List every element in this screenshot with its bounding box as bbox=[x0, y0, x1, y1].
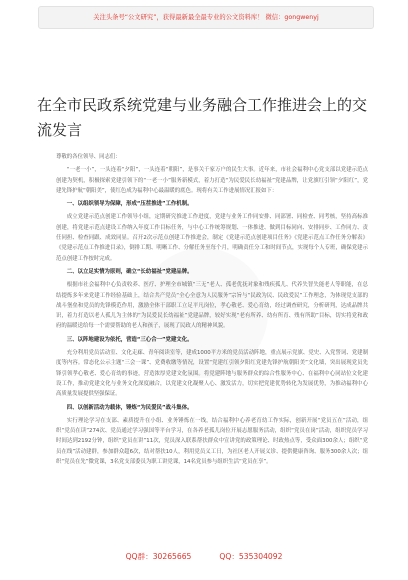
qq-group-contact: QQ群：30265665 bbox=[125, 552, 192, 561]
section-heading-4: 四、以创新活动为载体，锤炼“为民爱民”战斗集体。 bbox=[66, 404, 193, 411]
qq-contact: QQ：535304092 bbox=[219, 552, 283, 561]
promo-banner[interactable]: 关注头条号“公文研究”，获得最新最全最专业的公文资料库！ 微信：gongwenyj bbox=[38, 6, 374, 29]
intro-paragraph: “一老一小”，一头连着“夕阳”，一头连着“朝阳”，是事关千家万户的民生大事。近年来，市社会福利中心党支部以党建示范点创建为契机，积极探索党建引领下的“一老一小”服务新模式，着力打造“为民爱民长幼福祉”党建品牌，让党旗红引领“夕阳红”，党建先锋护航“朝阳美”，使红色成为福利中心最温暖的底色。现将有关工作进展情况汇报如下： bbox=[56, 167, 368, 194]
section-body-2: 根据市社会福利中心负责收养、医疗、护理全市城镇“三无”老人、孤老优抚对象和残疾孤儿、代养失智失能老人等职能，在总结提炼多年来党建工作经验基础上，结合共产党员“全心全意为人民服务”宗旨与“民政为民、民政爱民”工作理念，为体现党支部的战斗堡垒和党员的先锋模范作用，激励全体干部职工立足平凡岗位，孝心敬老、爱心育幼，经过调查研究，分析研判，达成品牌共识，着力打造以老人孤儿为主体的“为民爱民长幼福祉”党建品牌，较好实现“老有所养、幼有所育、残有所助”目标，切实将党和政府的温暖送给每一个需要帮助的老人和孩子，展现了民政人的精神风貌。 bbox=[56, 282, 368, 330]
section-body-3: 充分利用党员活动室、文化走廊、青年阅读室等，建成1000平方米的党员活动阵地，重点展示党旗、党史、入党誓词、党建制度等内容。常态化公示主题“三会一课”、党费收缴等情况，设置“党建红引领夕阳红党建先锋护航朝阳美”文化墙，突出展现党员先锋引领孝心敬老、爱心育幼的事迹，营造浓厚党建文化氛围。将党建阵地与服务群众的综合性服务中心、在福利中心同站位文化建设工作，推动党建文化与业务文化深度融合，以党建文化凝聚人心、激发活力，切实把党建优势转化为发展优势，为推动福利中心高质量发展提供坚强保证。 bbox=[56, 350, 368, 398]
document-title: 在全市民政系统党建与业务融合工作推进会上的交流发言 bbox=[37, 96, 368, 139]
section-body-4: 实行理论学习在支部、素质提升在小组、业务锤炼在一线，结合福利中心养老育幼工作实际，创新开展“党员五在”活动，组织“党员在读”274次、党员通过学习强国等平台学习，在各养老孤儿岗位开展志愿服务活动，组织“党员在岗”活动，组织党员学习时间达到2192分钟，组织“党员在讲”11次，党员深入联系帮扶群众中宣讲党的政策理论、时政热点等，受众面300余人；组织“党员在线”活动建群，参加群众超6次，结对帮扶10人，利用党员义工日，为社区老人开展义诊、提供健康咨询、服务300余人次；组织“党员在先”微党课，3名党支部委员为职工讲党课，14名党员参与组织生活“党员在享”。 bbox=[56, 417, 368, 466]
section-heading-3: 三、以阵地建设为依托，营造“三心合一”党建文化。 bbox=[66, 336, 193, 343]
salutation: 尊敬的各位领导、同志们： bbox=[56, 154, 121, 160]
section-heading-1: 一、以组织领导为保障，形成“压茬推进”工作机制。 bbox=[66, 201, 193, 208]
section-body-1: 成立党建示范点创建工作领导小组，定期研究推进工作进度，党建与业务工作同安排、同部署、同检查、同考核，坚持高标准创建，将党建示范点建设工作纳入年度工作目标任务，与中心工作统筹规划、一体推进、做到目标同向、安排同步、工作同力、责任同担、检查同跟、成效同显。召开2次示范点创建工作推进会，制定《党建示范点创建项目任务》《党建示范点工作任务分解表》《党建示范点工作推进目录》，倒排工期、明晰工作、分解任务至每个月，明确责任分工和时间节点，实现每个人专班，确保党建示范点创建工作按时完成。 bbox=[56, 214, 368, 262]
section-heading-2: 二、以立足实情为原则，确立“长幼福祉”党建品牌。 bbox=[66, 268, 193, 275]
contact-footer bbox=[0, 551, 408, 562]
document-body bbox=[56, 152, 368, 470]
